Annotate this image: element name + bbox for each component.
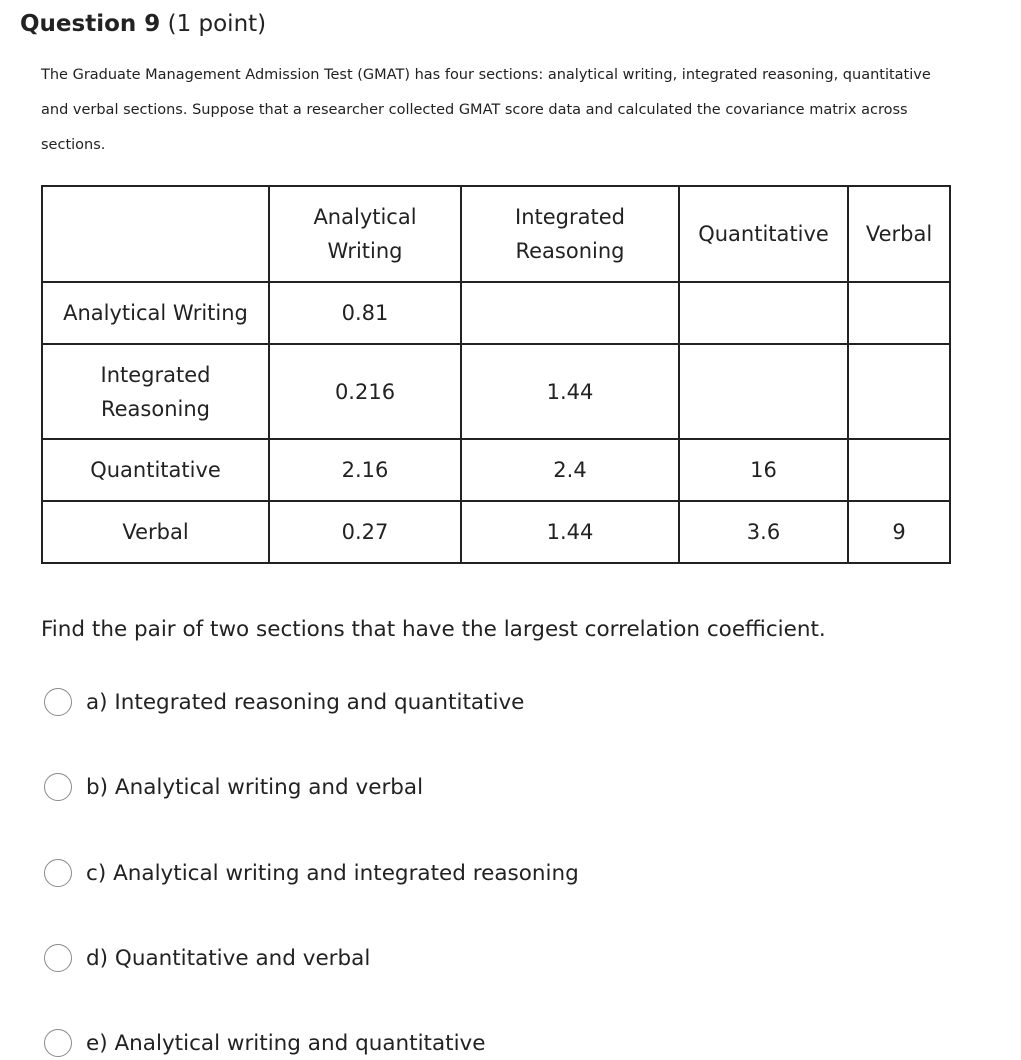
- table-header-cell: Analytical Writing: [269, 186, 461, 282]
- option-letter: e): [86, 1030, 108, 1056]
- table-cell: 0.216: [269, 344, 461, 439]
- radio-button[interactable]: [44, 859, 72, 887]
- option-letter: a): [86, 689, 108, 715]
- radio-button[interactable]: [44, 688, 72, 716]
- table-row: [42, 344, 950, 439]
- option-a[interactable]: [44, 685, 524, 719]
- table-cell: 2.4: [461, 439, 679, 501]
- table-header-cell: [42, 186, 269, 282]
- option-d[interactable]: [44, 941, 370, 975]
- option-letter: d): [86, 945, 109, 971]
- option-text: Analytical writing and verbal: [114, 774, 424, 800]
- option-text: Quantitative and verbal: [114, 945, 371, 971]
- option-text: Analytical writing and integrated reasoning: [113, 860, 579, 886]
- table-cell: 16: [679, 439, 848, 501]
- option-text: Analytical writing and quantitative: [114, 1030, 486, 1056]
- table-cell: [848, 344, 950, 439]
- table-cell: [679, 282, 848, 344]
- radio-button[interactable]: [44, 944, 72, 972]
- table-row: [42, 501, 950, 563]
- row-label: Verbal: [42, 501, 269, 563]
- option-c[interactable]: [44, 856, 579, 890]
- table-cell: 1.44: [461, 344, 679, 439]
- table-cell: [461, 282, 679, 344]
- table-cell: [679, 344, 848, 439]
- table-cell: 1.44: [461, 501, 679, 563]
- table-header-row: [42, 186, 950, 282]
- table-cell: [848, 282, 950, 344]
- option-b[interactable]: [44, 770, 423, 804]
- radio-button[interactable]: [44, 1029, 72, 1057]
- table-row: [42, 439, 950, 501]
- question-prompt: Find the pair of two sections that have the largest correlation coefficient.: [41, 617, 826, 642]
- table-cell: 0.27: [269, 501, 461, 563]
- option-letter: b): [86, 774, 109, 800]
- question-intro: The Graduate Management Admission Test (GMAT) has four sections: analytical writing, integrated reasoning, quantitative and verbal sections. Suppose that a researcher collected GMAT score data and calculated the covariance matrix across sections.: [41, 67, 931, 153]
- table-cell: 2.16: [269, 439, 461, 501]
- table-cell: 9: [848, 501, 950, 563]
- table-row: [42, 282, 950, 344]
- table-header-cell: Quantitative: [679, 186, 848, 282]
- table-cell: 3.6: [679, 501, 848, 563]
- table-header-cell: Integrated Reasoning: [461, 186, 679, 282]
- question-header: [20, 8, 266, 40]
- covariance-table: [41, 185, 951, 564]
- row-label: Integrated Reasoning: [42, 344, 269, 439]
- row-label: Analytical Writing: [42, 282, 269, 344]
- radio-button[interactable]: [44, 773, 72, 801]
- question-title: Question 9: [20, 11, 161, 37]
- table-cell: [848, 439, 950, 501]
- table-header-cell: Verbal: [848, 186, 950, 282]
- question-points: (1 point): [167, 11, 267, 37]
- option-text: Integrated reasoning and quantitative: [114, 689, 525, 715]
- table-cell: 0.81: [269, 282, 461, 344]
- row-label: Quantitative: [42, 439, 269, 501]
- option-e[interactable]: [44, 1026, 486, 1060]
- option-letter: c): [86, 860, 107, 886]
